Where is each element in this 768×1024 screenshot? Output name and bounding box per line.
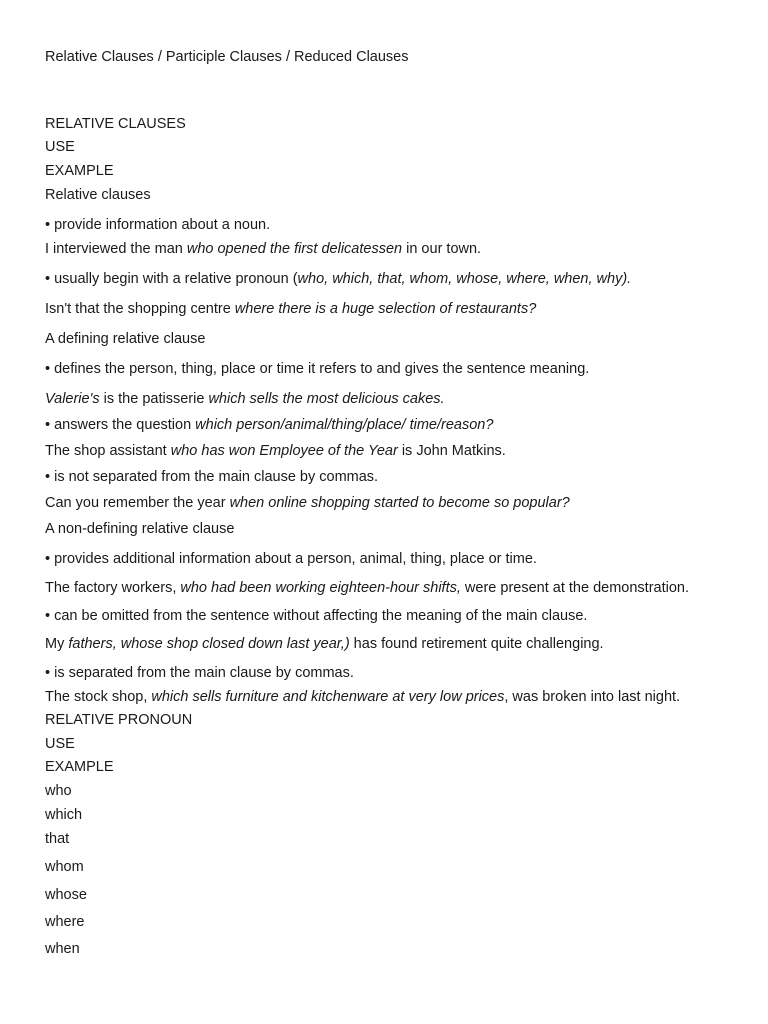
text-line (45, 758, 114, 776)
text-line (45, 300, 536, 318)
text-run: were present at the demonstration. (460, 580, 689, 596)
text-line (45, 360, 589, 378)
text-run: which (45, 807, 83, 823)
text-run: in our town. (402, 241, 482, 257)
text-run: The stock shop, (45, 689, 152, 705)
text-line (45, 216, 270, 234)
text-run: Isn't that the shopping centre (45, 301, 235, 317)
text-run: USE (45, 139, 75, 155)
text-run: whom (45, 859, 84, 875)
text-run: A defining relative clause (45, 331, 206, 347)
text-run: A non-defining relative clause (45, 521, 235, 537)
text-line (45, 240, 481, 258)
text-run: • usually begin with a relative pronoun ( (45, 271, 298, 287)
text-run: My (45, 636, 69, 652)
text-line (45, 115, 186, 133)
text-run: • is not separated from the main clause by commas. (45, 469, 379, 485)
text-run: The factory workers, (45, 580, 181, 596)
text-line (45, 186, 151, 204)
text-run: RELATIVE PRONOUN (45, 712, 193, 728)
text-run: • defines the person, thing, place or time it refers to and gives the sentence meaning. (45, 361, 590, 377)
text-line (45, 520, 234, 538)
italic-text: when online shopping started to become so popular? (229, 495, 570, 511)
text-line (45, 635, 604, 653)
text-run: , was broken into last night. (504, 689, 681, 705)
text-run: EXAMPLE (45, 759, 114, 775)
text-run: when (45, 941, 80, 957)
text-run: is John Matkins. (397, 443, 506, 459)
text-line (45, 735, 75, 753)
text-run: • can be omitted from the sentence without affecting the meaning of the main clause. (45, 608, 588, 624)
text-line (45, 782, 72, 800)
text-line (45, 162, 114, 180)
text-line (45, 390, 445, 408)
text-line (45, 711, 192, 729)
text-run: is the patisserie (99, 391, 209, 407)
text-line (45, 270, 631, 288)
italic-text: Valerie's (45, 391, 100, 407)
text-line (45, 550, 537, 568)
text-line (45, 806, 82, 824)
text-line (45, 442, 506, 460)
text-run: • provide information about a noun. (45, 217, 271, 233)
text-run: RELATIVE CLAUSES (45, 116, 186, 132)
text-run: whose (45, 887, 87, 903)
italic-text: where there is a huge selection of restaurants? (234, 301, 537, 317)
text-line (45, 494, 570, 512)
italic-text: who had been working eighteen-hour shifts, (180, 580, 461, 596)
text-run: who (45, 783, 72, 799)
italic-text: which sells furniture and kitchenware at very low prices (151, 689, 505, 705)
italic-text: who, which, that, whom, whose, where, when, why). (297, 271, 632, 287)
text-run: Relative clauses (45, 187, 151, 203)
document-title: Relative Clauses / Participle Clauses / Reduced Clauses (45, 49, 409, 65)
text-line (45, 579, 689, 597)
italic-text: which person/animal/thing/place/ time/reason? (195, 417, 494, 433)
italic-text: fathers, whose shop closed down last year,) (68, 636, 350, 652)
italic-text: which sells the most delicious cakes. (208, 391, 445, 407)
text-run: • provides additional information about a person, animal, thing, place or time. (45, 551, 537, 567)
text-line (45, 913, 85, 931)
text-run: that (45, 831, 70, 847)
text-line (45, 688, 680, 706)
text-line (45, 468, 378, 486)
text-line (45, 830, 69, 848)
text-run: USE (45, 736, 75, 752)
text-run: I interviewed the man (45, 241, 187, 257)
text-run: has found retirement quite challenging. (349, 636, 604, 652)
text-line (45, 330, 205, 348)
text-run: where (45, 914, 85, 930)
text-line (45, 607, 587, 625)
text-line (45, 940, 80, 958)
text-line (45, 138, 75, 156)
text-run: Can you remember the year (45, 495, 230, 511)
text-run: • answers the question (45, 417, 196, 433)
italic-text: who has won Employee of the Year (170, 443, 398, 459)
text-line (45, 886, 87, 904)
text-run: The shop assistant (45, 443, 171, 459)
text-run: EXAMPLE (45, 163, 114, 179)
text-line (45, 664, 354, 682)
italic-text: who opened the first delicatessen (186, 241, 403, 257)
text-run: • is separated from the main clause by commas. (45, 665, 354, 681)
text-line (45, 416, 493, 434)
text-line (45, 858, 84, 876)
